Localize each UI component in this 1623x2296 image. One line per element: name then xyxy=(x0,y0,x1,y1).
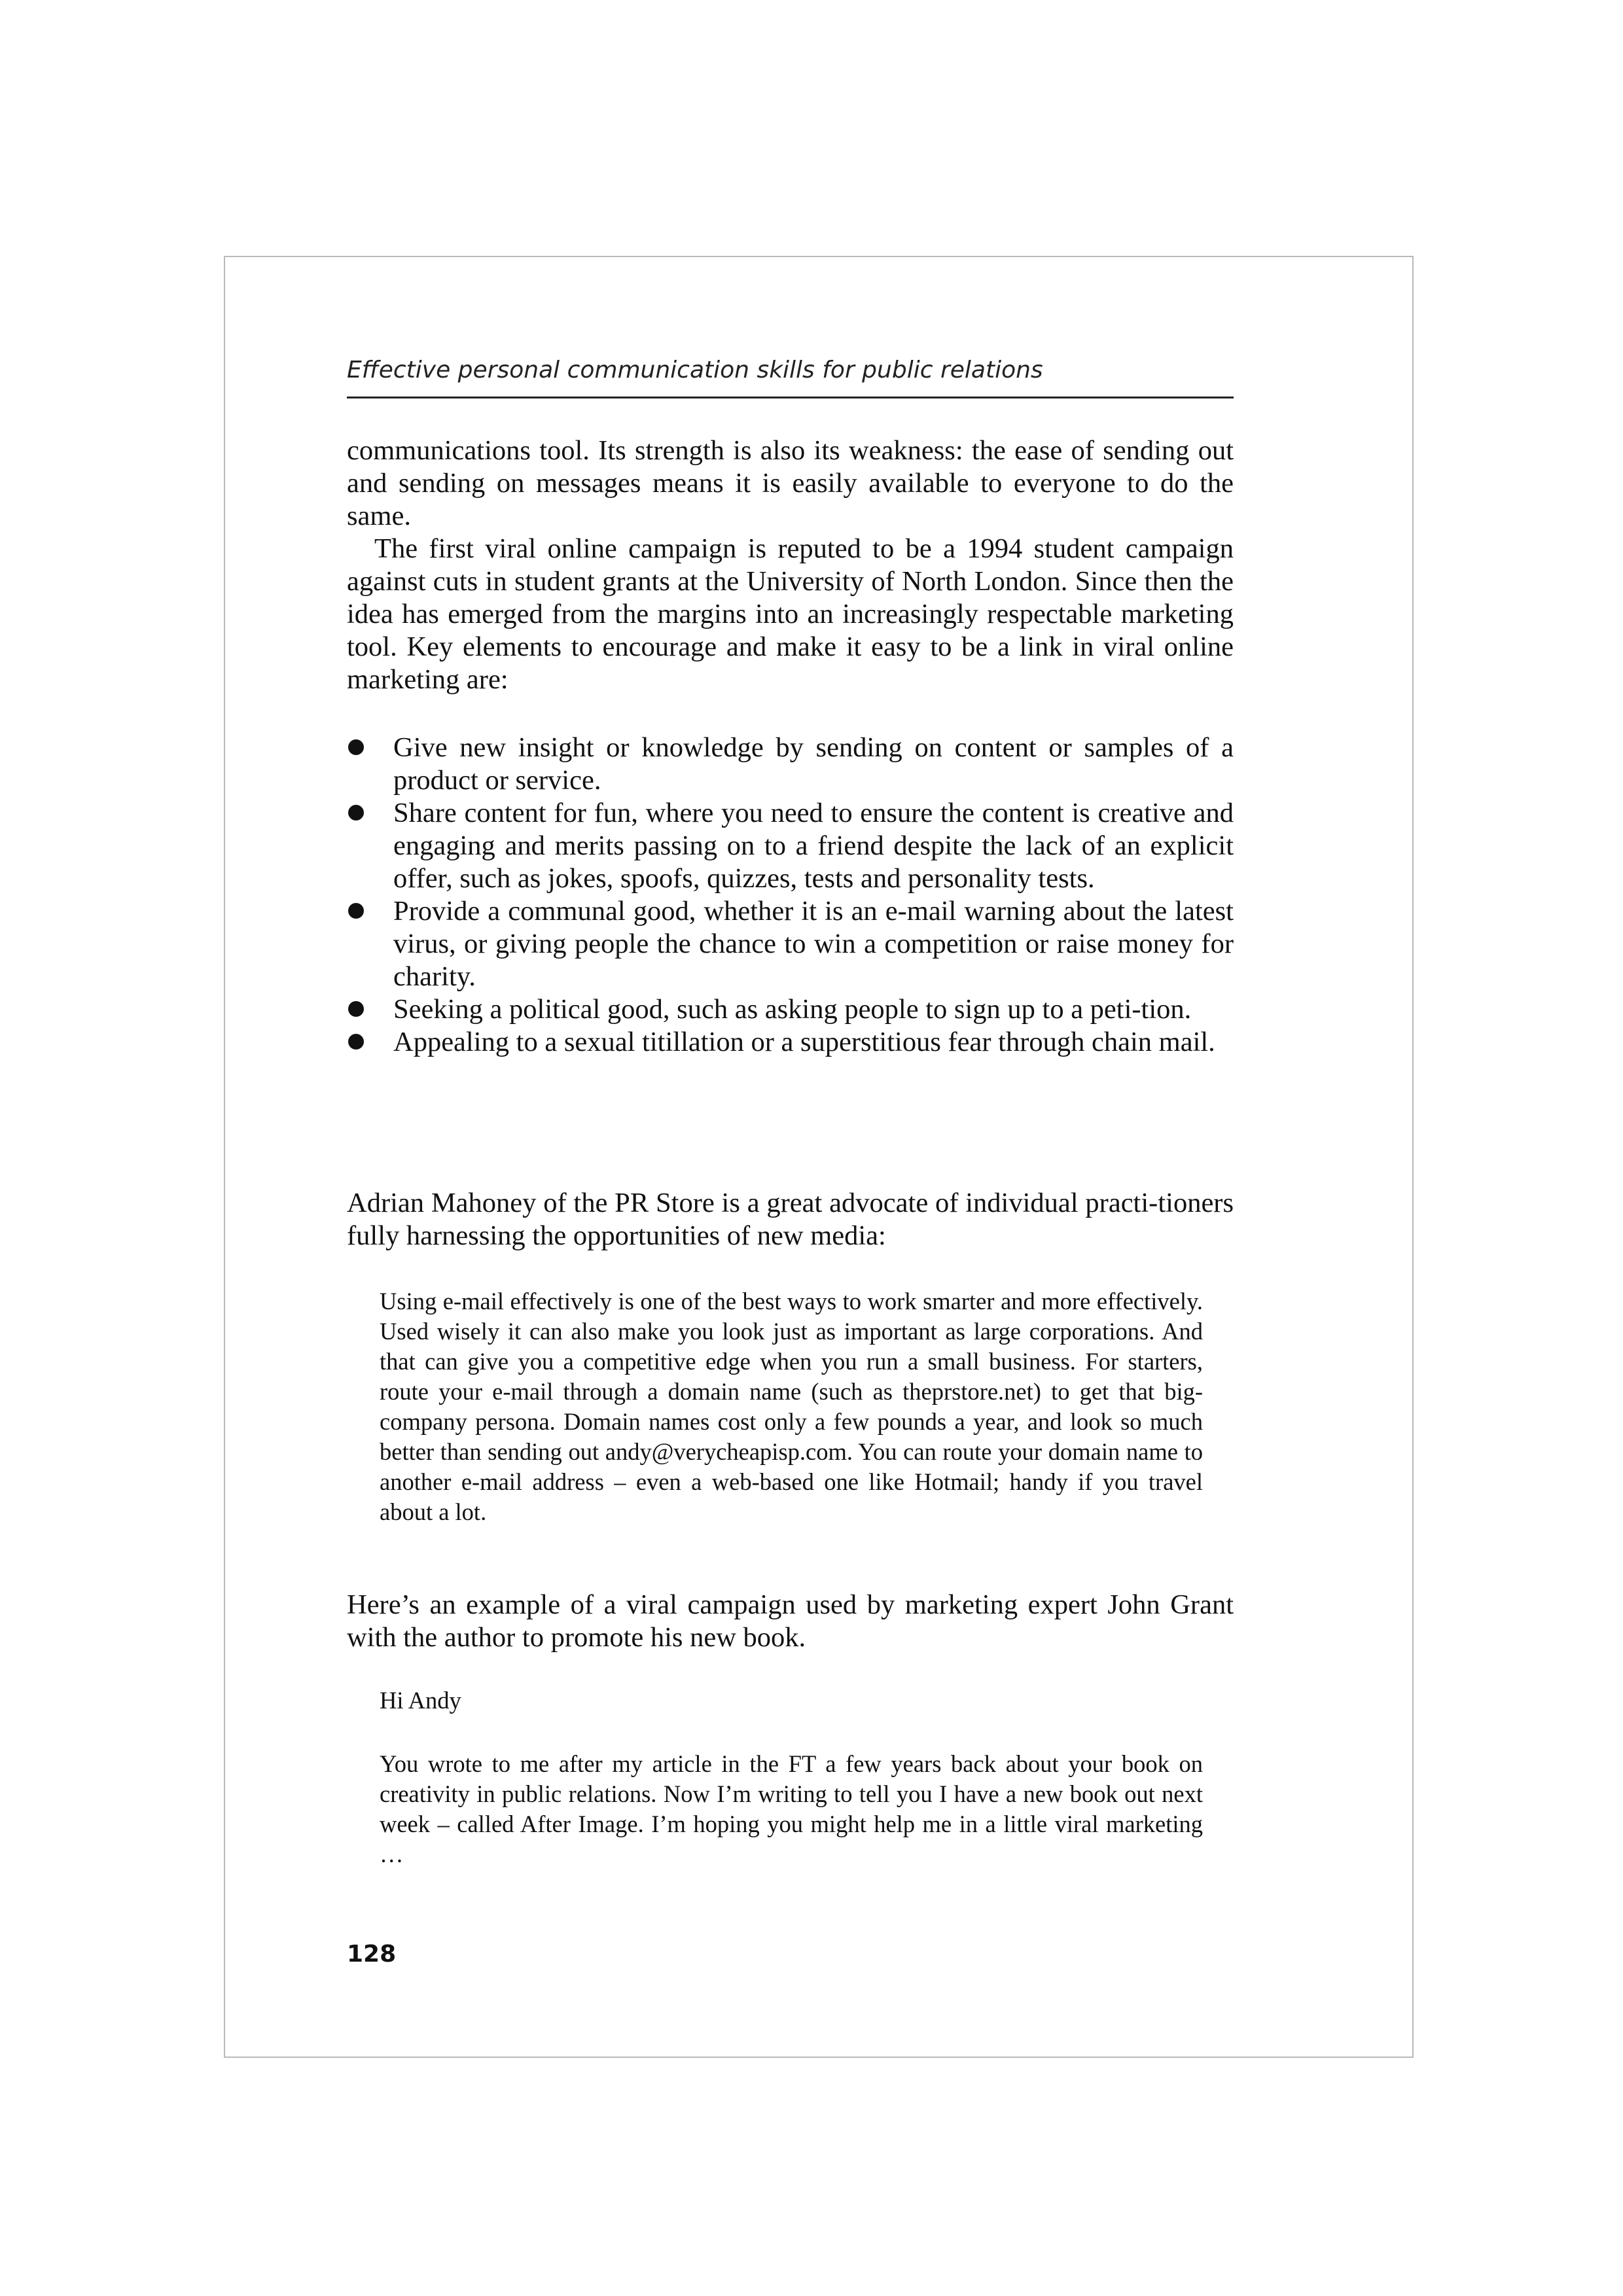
list-item-text: Provide a communal good, whether it is an e-mail warning about the latest virus, or giving people the chance to win a competition or raise money for charity. xyxy=(393,896,1234,992)
quote-text: Using e-mail effectively is one of the best ways to work smarter and more effectively. Used wisely it can also make you look just as important as large corporations. And that can give you a competitive edge when you run a small business. For starters, route your e-mail through a domain name (such as theprstore.net) to get that big-company persona. Domain names cost only a few pounds a year, and look so much better than sending out andy@verycheapisp.com. You can route your domain name to another e-mail address – even a web-based one like Hotmail; handy if you travel about a lot. xyxy=(380,1288,1203,1525)
letter-greeting-text: Hi Andy xyxy=(380,1687,461,1714)
paragraph-text: Here’s an example of a viral campaign used by marketing expert John Grant with the author to promote his new book. xyxy=(347,1589,1234,1653)
body-paragraph-3 xyxy=(347,1187,1234,1252)
header-rule xyxy=(347,397,1234,398)
paragraph-text: The first viral online campaign is reputed to be a 1994 student campaign against cuts in student grants at the University of North London. Since then the idea has emerged from the margins into an increasingly respectable marketing tool. Key elements to encourage and make it easy to be a link in viral online marketing are: xyxy=(347,533,1234,695)
list-item xyxy=(347,895,1234,993)
list-item-text: Appealing to a sexual titillation or a superstitious fear through chain mail. xyxy=(393,1027,1215,1057)
list-item xyxy=(347,993,1234,1026)
letter-greeting xyxy=(380,1686,1203,1716)
list-item xyxy=(347,1026,1234,1059)
body-paragraph-2 xyxy=(347,533,1234,696)
bullet-icon xyxy=(348,1034,364,1050)
running-header: Effective personal communication skills for public relations xyxy=(347,357,1043,383)
bullet-icon xyxy=(348,739,364,755)
page-number: 128 xyxy=(347,1941,397,1968)
list-item-text: Share content for fun, where you need to ensure the content is creative and engaging and merits passing on to a friend despite the lack of an explicit offer, such as jokes, spoofs, quizzes, tests and personality tests. xyxy=(393,798,1234,894)
paragraph-text: communications tool. Its strength is also its weakness: the ease of sending out and sending on messages means it is easily available to everyone to do the same. xyxy=(347,435,1234,531)
bullet-icon xyxy=(348,805,364,821)
paragraph-text: Adrian Mahoney of the PR Store is a great advocate of individual practi-tioners fully harnessing the opportunities of new media: xyxy=(347,1188,1234,1251)
letter-body xyxy=(380,1749,1203,1869)
block-quote xyxy=(380,1286,1203,1527)
list-item-text: Give new insight or knowledge by sending on content or samples of a product or service. xyxy=(393,732,1234,796)
list-item xyxy=(347,797,1234,895)
bullet-list xyxy=(347,732,1234,1059)
list-item-text: Seeking a political good, such as asking people to sign up to a peti-tion. xyxy=(393,994,1192,1025)
body-paragraph-1 xyxy=(347,434,1234,533)
body-paragraph-4 xyxy=(347,1589,1234,1654)
list-item xyxy=(347,732,1234,797)
letter-body-text: You wrote to me after my article in the FT a few years back about your book on creativity in public relations. Now I’m writing to tell you I have a new book out next week – called After Image. I’m hoping you might help me in a little viral marketing … xyxy=(380,1750,1203,1867)
bullet-icon xyxy=(348,1001,364,1017)
bullet-icon xyxy=(348,903,364,919)
